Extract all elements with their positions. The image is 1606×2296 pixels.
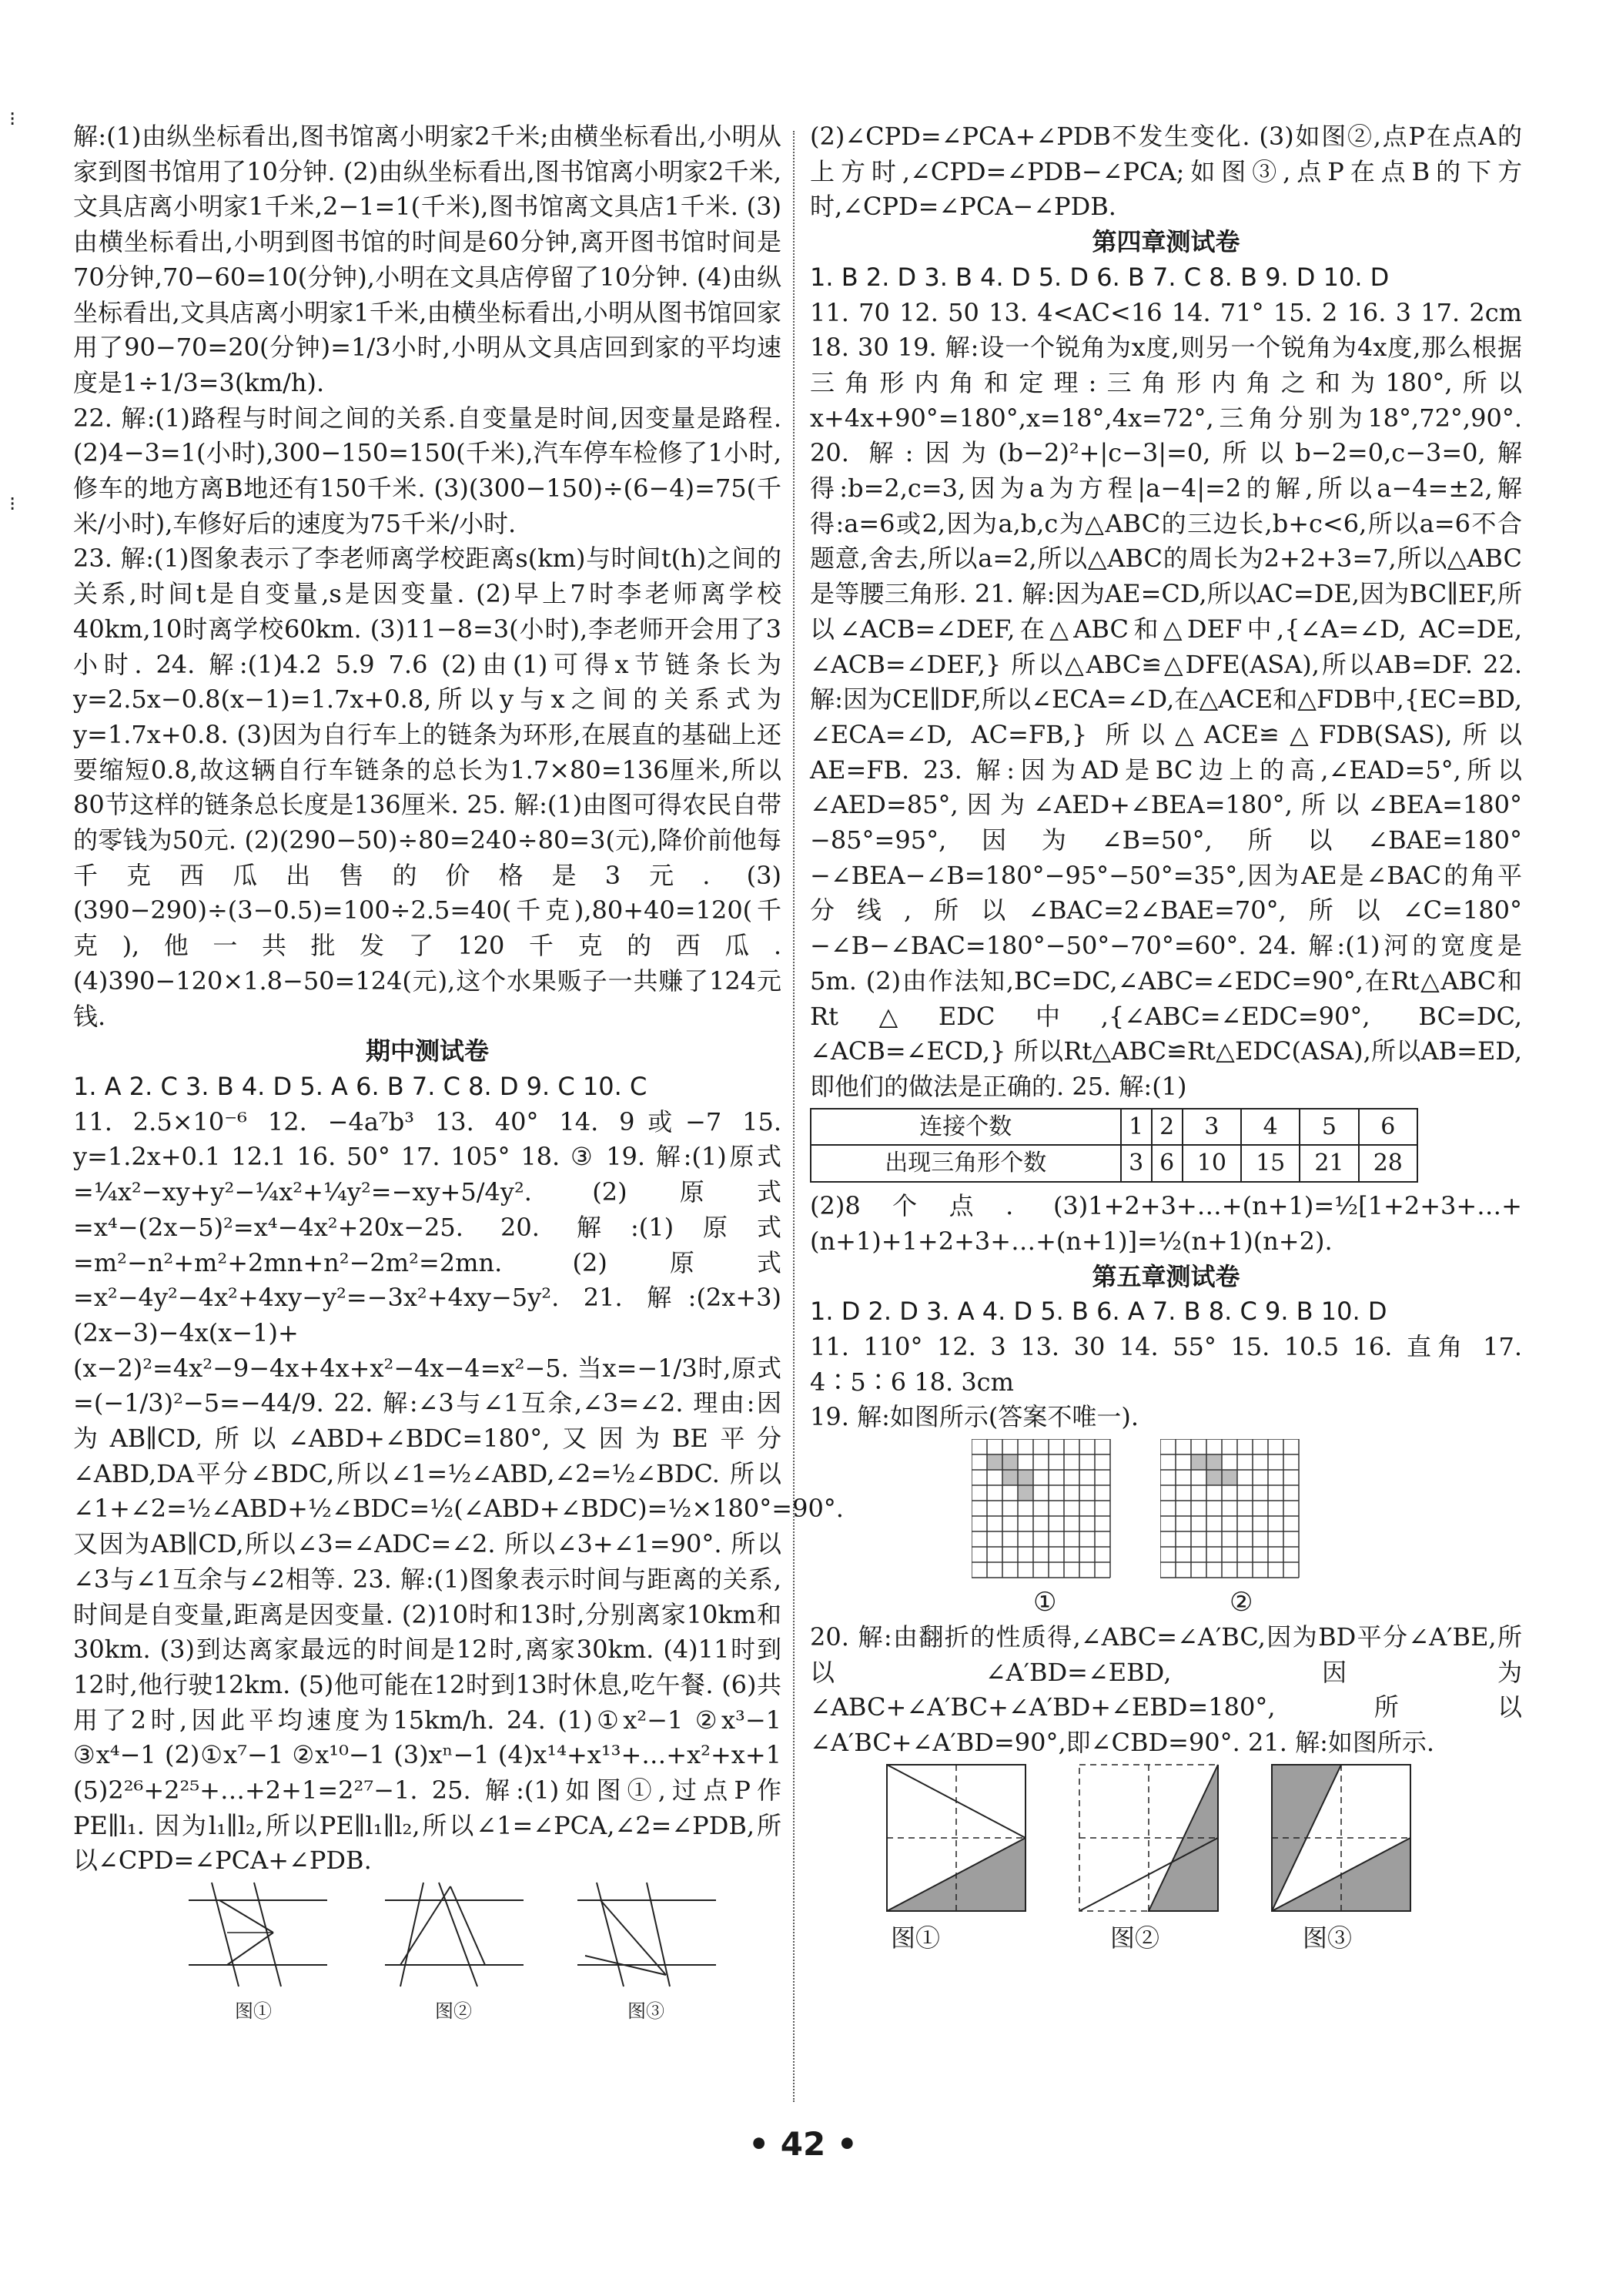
table-cell: 6	[1359, 1109, 1417, 1146]
figure-caption: 图③	[627, 2000, 664, 2023]
table-cell: 21	[1300, 1145, 1358, 1182]
parallel-lines-figures	[73, 1879, 781, 1994]
symmetry-grids	[810, 1435, 1522, 1620]
figure-1-diagram	[181, 1879, 335, 1994]
answer-q25-continued: (2)∠CPD=∠PCA+∠PDB不发生变化. (3)如图②,点P在点A的上方时,∠CPD=∠PDB−∠PCA;如图③,点P在点B的下方时,∠CPD=∠PCA−∠PDB.	[810, 122, 1522, 222]
fold-figure-3	[1268, 1761, 1414, 1923]
section-title-chapter5: 第五章测试卷	[1092, 1261, 1240, 1291]
answer-q21: 解:(1)由纵坐标看出,图书馆离小明家2千米;由横坐标看出,小明从家到图书馆用了10分钟. (2)由纵坐标看出,图书馆离小明家2千米,文具店离小明家1千米,2−1=1(千米),图书馆离文具店1千米. (3)由横坐标看出,小明到图书馆的时间是60分钟,离开图书馆时间是70分钟,70−60=10(分钟),小明在文具店停留了10分钟. (4)由纵坐标看出,文具店离小明家1千米,由横坐标看出,小明从图书馆回家用了90−70=20(分钟)=1/3小时,小明从文具店回到家的平均速度是1÷1/3=3(km/h).	[73, 122, 781, 397]
table-row	[811, 1109, 1417, 1146]
table-cell: 1	[1121, 1109, 1152, 1146]
chapter4-solutions: 11. 70 12. 50 13. 4<AC<16 14. 71° 15. 2 16. 3 17. 2cm 18. 30 19. 解:设一个锐角为x度,则另一个锐角为4x度,那么根据三角形内角和定理:三角形内角之和为180°,所以x+4x+90°=180°,x=18°,4x=72°,三角分别为18°,72°,90°. 20. 解:因为(b−2)²+|c−3|=0,所以b−2=0,c−3=0,解得:b=2,c=3,因为a为方程|a−4|=2的解,所以a−4=±2,解得:a=6或2,因为a,b,c为△ABC的三边长,b+c<6,所以a=6不合题意,舍去,所以a=2,所以△ABC的周长为2+2+3=7,所以△ABC是等腰三角形. 21. 解:因为AE=CD,所以AC=DE,因为BC∥EF,所以∠ACB=∠DEF,在△ABC和△DEF中,{∠A=∠D, AC=DE, ∠ACB=∠DEF,} 所以△ABC≌△DFE(ASA),所以AB=DF. 22. 解:因为CE∥DF,所以∠ECA=∠D,在△ACE和△FDB中,{EC=BD, ∠ECA=∠D, AC=FB,} 所以△ACE≌△FDB(SAS),所以AE=FB. 23. 解:因为AD是BC边上的高,∠EAD=5°,所以∠AED=85°,因为∠AED+∠BEA=180°,所以∠BEA=180°−85°=95°,因为∠B=50°,所以∠BAE=180°−∠BEA−∠B=180°−95°−50°=35°,因为AE是∠BAC的角平分线,所以∠BAC=2∠BAE=70°,所以∠C=180°−∠B−∠BAC=180°−50°−70°=60°. 24. 解:(1)河的宽度是5m. (2)由作法知,BC=DC,∠ABC=∠EDC=90°,在Rt△ABC和Rt△EDC中,{∠ABC=∠EDC=90°, BC=DC, ∠ACB=∠ECD,} 所以Rt△ABC≌Rt△EDC(ASA),所以AB=ED,即他们的做法是正确的. 25. 解:(1)	[810, 297, 1522, 1101]
chapter5-choice-answers: 1. D 2. D 3. A 4. D 5. B 6. A 7. B 8. C 9. B 10. D	[810, 1297, 1387, 1327]
binding-mark: ⁝	[9, 108, 16, 131]
right-column	[810, 119, 1522, 1961]
fold-caption: 图③	[1303, 1923, 1353, 1953]
table-cell: 3	[1121, 1145, 1152, 1182]
answer-q23-25: 23. 解:(1)图象表示了李老师离学校距离s(km)与时间t(h)之间的关系,时间t是自变量,s是因变量. (2)早上7时李老师离学校40km,10时离学校60km. (3)11−8=3(小时),李老师开会用了3小时. 24. 解:(1)4.2 5.9 7.6 (2)由(1)可得x节链条长为y=2.5x−0.8(x−1)=1.7x+0.8,所以y与x之间的关系式为y=1.7x+0.8. (3)因为自行车上的链条为环形,在展直的基础上还要缩短0.8,故这辆自行车链条的总长为1.7×80=136厘米,所以80节这样的链条总长度是136厘米. 25. 解:(1)由图可得农民自带的零钱为50元. (2)(290−50)÷80=240÷80=3(元),降价前他每千克西瓜出售的价格是3元. (3)(390−290)÷(3−0.5)=100÷2.5=40(千克),80+40=120(千克),他一共批发了120千克的西瓜. (4)390−120×1.8−50=124(元),这个水果贩子一共赚了124元钱.	[73, 544, 781, 1031]
grid-figure-1	[972, 1439, 1126, 1585]
answer-q19: 19. 解:如图所示(答案不唯一).	[810, 1402, 1139, 1432]
table-cell: 出现三角形个数	[811, 1145, 1121, 1182]
table-cell: 4	[1241, 1109, 1300, 1146]
midterm-solutions: 11. 2.5×10⁻⁶ 12. −4a⁷b³ 13. 40° 14. 9或−7 15. y=1.2x+0.1 12.1 16. 50° 17. 105° 18. ③ 19. 解:(1)原式=¼x²−xy+y²−¼x²+¼y²=−xy+5/4y². (2)原式=x⁴−(2x−5)²=x⁴−4x²+20x−25. 20. 解:(1)原式=m²−n²+m²+2mn+n²−2m²=2mn. (2)原式=x²−4y²−4x²+4xy−y²=−3x²+4xy−5y². 21. 解:(2x+3)(2x−3)−4x(x−1)+(x−2)²=4x²−9−4x+4x+x²−4x−4=x²−5. 当x=−1/3时,原式=(−1/3)²−5=−44/9. 22. 解:∠3与∠1互余,∠3=∠2. 理由:因为AB∥CD,所以∠ABD+∠BDC=180°,又因为BE平分∠ABD,DA平分∠BDC,所以∠1=½∠ABD,∠2=½∠BDC. 所以∠1+∠2=½∠ABD+½∠BDC=½(∠ABD+∠BDC)=½×180°=90°. 又因为AB∥CD,所以∠3=∠ADC=∠2. 所以∠3+∠1=90°. 所以∠3与∠1互余与∠2相等. 23. 解:(1)图象表示时间与距离的关系,时间是自变量,距离是因变量. (2)10时和13时,分别离家10km和30km. (3)到达离家最远的时间是12时,离家30km. (4)11时到12时,他行驶12km. (5)他可能在12时到13时休息,吃午餐. (6)共用了2时,因此平均速度为15km/h. 24. (1)①x²−1 ②x³−1 ③x⁴−1 (2)①x⁷−1 ②x¹⁰−1 (3)xⁿ−1 (4)x¹⁴+x¹³+…+x²+x+1 (5)2²⁶+2²⁵+…+2+1=2²⁷−1. 25. 解:(1)如图①,过点P作PE∥l₁. 因为l₁∥l₂,所以PE∥l₁∥l₂,所以∠1=∠PCA,∠2=∠PDB,所以∠CPD=∠PCA+∠PDB.	[73, 1106, 844, 1876]
table-cell: 28	[1359, 1145, 1417, 1182]
figure-3-diagram	[570, 1879, 724, 1994]
chapter5-fill-answers: 11. 110° 12. 3 13. 30 14. 55° 15. 10.5 16. 直角 17. 4∶5∶6 18. 3cm	[810, 1331, 1522, 1397]
table-cell: 2	[1152, 1109, 1183, 1146]
folding-figures	[810, 1761, 1522, 1961]
table-row	[811, 1145, 1417, 1182]
grid-caption: ①	[1033, 1587, 1057, 1618]
table-cell: 6	[1152, 1145, 1183, 1182]
section-title-midterm: 期中测试卷	[365, 1036, 489, 1066]
chapter4-choice-answers: 1. B 2. D 3. B 4. D 5. D 6. B 7. C 8. B 9. D 10. D	[810, 262, 1390, 292]
figure-caption: 图②	[435, 2000, 472, 2023]
table-cell: 连接个数	[811, 1109, 1121, 1146]
figure-captions	[73, 1994, 781, 2025]
table-cell: 5	[1300, 1109, 1358, 1146]
fold-caption: 图①	[891, 1923, 941, 1953]
midterm-choice-answers: 1. A 2. C 3. B 4. D 5. A 6. B 7. C 8. D 9. C 10. C	[73, 1071, 647, 1101]
table-cell: 3	[1183, 1109, 1241, 1146]
grid-caption: ②	[1230, 1587, 1253, 1618]
binding-mark: ⁝	[9, 493, 16, 516]
left-column	[73, 119, 844, 2025]
answer-q20-21: 20. 解:由翻折的性质得,∠ABC=∠A′BC,因为BD平分∠A′BE,所以∠A′BD=∠EBD,因为∠ABC+∠A′BC+∠A′BD+∠EBD=180°,所以∠A′BC+∠A′BD=90°,即∠CBD=90°. 21. 解:如图所示.	[810, 1622, 1522, 1758]
section-title-chapter4: 第四章测试卷	[1092, 227, 1240, 257]
fold-caption: 图②	[1110, 1923, 1160, 1953]
page-number: • 42 •	[748, 2125, 858, 2163]
fold-figure-2	[1076, 1761, 1222, 1923]
answer-q22: 22. 解:(1)路程与时间之间的关系.自变量是时间,因变量是路程. (2)4−3=1(小时),300−150=150(千米),汽车停车检修了1小时,修车的地方离B地还有150千米. (3)(300−150)÷(6−4)=75(千米/小时),车修好后的速度为75千米/小时.	[73, 403, 781, 538]
column-divider	[793, 131, 795, 2102]
fold-figure-1	[883, 1761, 1029, 1923]
grid-figure-2	[1160, 1439, 1314, 1585]
figure-caption: 图①	[235, 2000, 272, 2023]
table-cell: 15	[1241, 1145, 1300, 1182]
figure-2-diagram	[377, 1879, 531, 1994]
triangle-count-table	[810, 1108, 1418, 1183]
table-cell: 10	[1183, 1145, 1241, 1182]
answer-q25-part2-3: (2)8个点. (3)1+2+3+…+(n+1)=½[1+2+3+…+(n+1)+1+2+3+…+(n+1)]=½(n+1)(n+2).	[810, 1191, 1522, 1256]
